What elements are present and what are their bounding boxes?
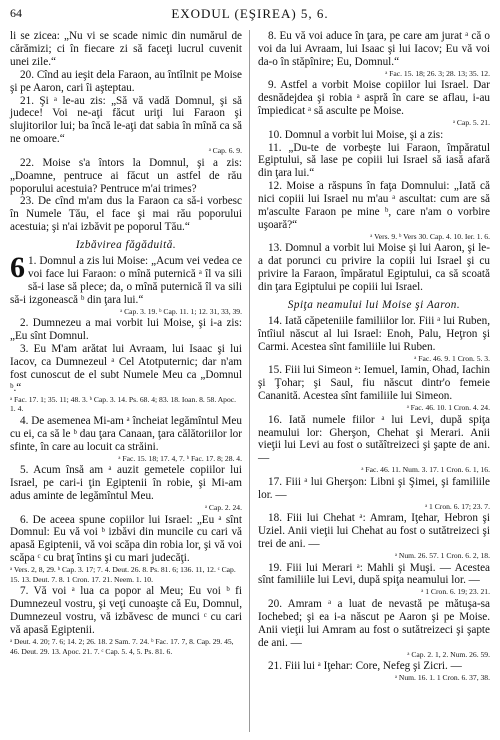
verse-8: 8. Eu vă voi aduce în ţara, pe care am jurat ᵃ că o voi da lui Avraam, lui Isaac şi lui Iacov; Eu vă voi da-o în stăpînire; Eu, Domnul.“ [258, 30, 490, 68]
cross-reference: ᵃ Cap. 2. 1, 2. Num. 26. 59. [407, 649, 490, 659]
verse-21: 21. Şi ᵃ le-au zis: „Să vă vadă Domnul, şi să judece! Voi ne-aţi făcut uriţi lui Faraon şi slujitorilor lui; ba încă le-aţi dat sabia în mînă ca să ne omoare.“ [10, 94, 242, 146]
cross-reference: ᵃ Fac. 46. 10. 1 Cron. 4. 24. [406, 403, 490, 413]
cross-reference: ᵃ Cap. 5. 21. [452, 118, 490, 128]
verse-22: 22. Moise s'a întors la Domnul, şi a zis: „Doamne, pentruce ai făcut un astfel de rău poporului acestuia? Pentruce m'ai trimes? [10, 156, 242, 195]
running-title: EXODUL (EŞIREA) 5, 6. [171, 6, 329, 21]
verse-4: 4. De asemenea Mi-am ᵃ încheiat legămîntul Meu cu ei, ca să le ᵇ dau ţara Canaan, ţara călătoriilor lor sfinte, în care au locuit ca străini. [10, 414, 242, 453]
chapter-6-start [10, 251, 242, 307]
right-column [258, 30, 490, 684]
verse-7: 7. Vă voi ᵃ lua ca popor al Meu; Eu voi ᵇ fi Dumnezeul vostru, şi veţi cunoaşte că Eu, Domnul, Dumnezeul vostru, vă izbăvesc de munci ᶜ cu cari vă apasă Egiptenii. [10, 585, 242, 637]
verse-2: 2. Dumnezeu a mai vorbit lui Moise, şi i-a zis: „Eu sînt Domnul. [10, 317, 242, 343]
chapter-number: 6 [10, 251, 25, 285]
verse-5: 5. Acum însă am ᵃ auzit gemetele copiilor lui Israel, pe cari-i ţin Egiptenii în robie, şi Mi-am adus aminte de legămîntul Meu. [10, 464, 242, 503]
page-number: 64 [10, 6, 22, 20]
cross-reference: ᵃ Num. 26. 57. 1 Cron. 6. 2, 18. [394, 550, 490, 560]
cross-reference: ᵃ Vers. 2, 8, 29. ᵇ Cap. 3. 17; 7. 4. Deut. 26. 8. Ps. 81. 6; 136. 11, 12. ᶜ Cap. 15. 13. Deut. 7. 8. 1 Cron. 17. 21. Neem. 1. 10. [10, 565, 236, 584]
verse-18: 18. Fiii lui Chehat ᵃ: Amram, Iţehar, Hebron şi Uziel. Anii vieţii lui Chehat au fost o sutătreizeci şi trei de ani. — [258, 512, 490, 551]
verse-1: 1. Domnul a zis lui Moise: „Acum vei vedea ce voi face lui Faraon: o mînă puternică ᵃ îl va sili să-i lase să plece; da, o mînă puternică îl va sili să-i izgonească ᵇ din ţara lui.“ [10, 255, 242, 306]
cross-reference: ᵃ 1 Cron. 6. 19; 23. 21. [421, 587, 490, 597]
verse-continuation: li se zicea: „Nu vi se scade nimic din numărul de cărămizi; ci în fiecare zi să faceţi lucrul cuvenit unei zile.“ [10, 30, 242, 68]
verse-15: 15. Fiii lui Simeon ᵃ: Iemuel, Iamin, Ohad, Iachin şi Ţohar; şi Saul, fiu născut dintr'o femeie Cananită. Acestea sînt familiile lui Simeon. [258, 364, 490, 403]
verse-17: 17. Fiii ᵃ lui Gherşon: Libni şi Şimei, şi familiile lor. — [258, 475, 490, 501]
verse-13: 13. Domnul a vorbit lui Moise şi lui Aaron, şi le-a dat porunci cu privire la copiii lui Israel şi cu privire la Faraon, împăratul Egiptului, ca să scoată din ţara Egiptului pe copiii lui Israel. [258, 242, 490, 294]
verse-10: 10. Domnul a vorbit lui Moise, şi a zis: [268, 128, 444, 141]
page-header [8, 6, 492, 24]
verse-14: 14. Iată căpeteniile familiilor lor. Fiii ᵃ lui Ruben, întîiul născut al lui Israel: Enoh, Palu, Heţron şi Carmi. Acestea sînt familiile lui Ruben. [258, 315, 490, 353]
column-divider [249, 30, 250, 732]
cross-reference: ᵃ Vers. 9. ᵇ Vers 30. Cap. 4. 10. Ier. 1. 6. [370, 231, 490, 241]
verse-19: 19. Fiii lui Merari ᵃ: Mahli şi Muşi. — Acestea sînt familiile lui Levi, după spiţa neamului lor. — [258, 561, 490, 587]
verse-11: 11. „Du-te de vorbeşte lui Faraon, împăratul Egiptului, să lase pe copiii lui Israel să iasă afară din ţara lui.“ [258, 141, 490, 180]
verse-6: 6. De aceea spune copiilor lui Israel: „Eu ᵃ sînt Domnul: Eu vă voi ᵇ izbăvi din muncile cu cari vă apasă Egiptenii, vă voi scăpa din robia lor, şi vă voi scăpa ᶜ cu braţ întins şi cu mari judecăţi. [10, 513, 242, 565]
verse-20: 20. Cînd au ieşit dela Faraon, au întîlnit pe Moise şi pe Aaron, cari îi aşteptau. [10, 68, 242, 94]
cross-reference: ᵃ Num. 16. 1. 1 Cron. 6. 37, 38. [394, 673, 490, 683]
cross-reference: ᵃ Fac. 17. 1; 35. 11; 48. 3. ᵇ Cap. 3. 14. Ps. 68. 4; 83. 18. Ioan. 8. 58. Apoc. 1. 4. [10, 394, 237, 414]
verse-20: 20. Amram ᵃ a luat de nevastă pe mătuşa-sa Iochebed; şi ea i-a născut pe Aaron şi pe Moise. Anii vieţii lui Amram au fost o sutătreizeci şi şapte de ani. — [258, 597, 490, 649]
cross-reference: ᵃ 1 Cron. 6. 17; 23. 7. [425, 501, 490, 511]
section-title: Spiţa neamului lui Moise şi Aaron. [287, 299, 461, 312]
verse-3: 3. Eu M'am arătat lui Avraam, lui Isaac şi lui Iacov, ca Dumnezeul ᵃ Cel Atotputernic; dar n'am fost cunoscut de el subt Numele Meu ca „Domnul ᵇ.“ [10, 343, 242, 394]
cross-reference: ᵃ Fac. 15. 18; 26. 3; 28. 13; 35. 12. [385, 68, 490, 78]
verse-9: 9. Astfel a vorbit Moise copiilor lui Israel. Dar desnădejdea şi robia ᵃ aspră în care se aflau, i-au împiedicat ᵃ să asculte pe Moise. [258, 79, 490, 118]
cross-reference: ᵃ Fac. 46. 11. Num. 3. 17. 1 Cron. 6. 1, 16. [361, 465, 490, 475]
cross-reference: ᵃ Fac. 15. 18; 17. 4, 7. ᵇ Fac. 17. 8; 28. 4. [118, 453, 242, 463]
section-title: Izbăvirea făgăduită. [75, 239, 177, 252]
verse-21: 21. Fiii lui ᵃ Iţehar: Core, Nefeg şi Zicri. — [268, 660, 462, 673]
cross-reference: ᵃ Cap. 3. 19. ᵇ Cap. 11. 1; 12. 31, 33, 39. [120, 306, 242, 316]
left-column [10, 30, 242, 657]
verse-12: 12. Moise a răspuns în faţa Domnului: „Iată că nici copiii lui Israel nu m'au ᵃ ascultat: cum are să m'asculte Faraon pe mine ᵇ, care n'am o vorbire uşoară?“ [258, 180, 490, 231]
verse-16: 16. Iată numele fiilor ᵃ lui Levi, după spiţa neamului lor: Gherşon, Chehat şi Merari. Anii vieţii lui Levi au fost o sutăîtreizeci şi şapte de ani. — [258, 413, 490, 465]
verse-23: 23. De cînd m'am dus la Faraon ca să-i vorbesc în Numele Tău, el face şi mai rău poporului acestuia; şi n'ai izbăvit pe poporul Tău.“ [10, 195, 242, 234]
cross-reference: ᵃ Fac. 46. 9. 1 Cron. 5. 3. [414, 353, 490, 363]
cross-reference: ᵃ Cap. 6. 9. [208, 146, 242, 156]
cross-reference: ᵃ Deut. 4. 20; 7. 6; 14. 2; 26. 18. 2 Sam. 7. 24. ᵇ Fac. 17. 7, 8. Cap. 29. 45, 46. Deut. 29. 13. Apoc. 21. 7. ᶜ Cap. 5. 4, 5. Ps. 81. 6. [10, 637, 234, 656]
cross-reference: ᵃ Cap. 2. 24. [204, 502, 242, 512]
